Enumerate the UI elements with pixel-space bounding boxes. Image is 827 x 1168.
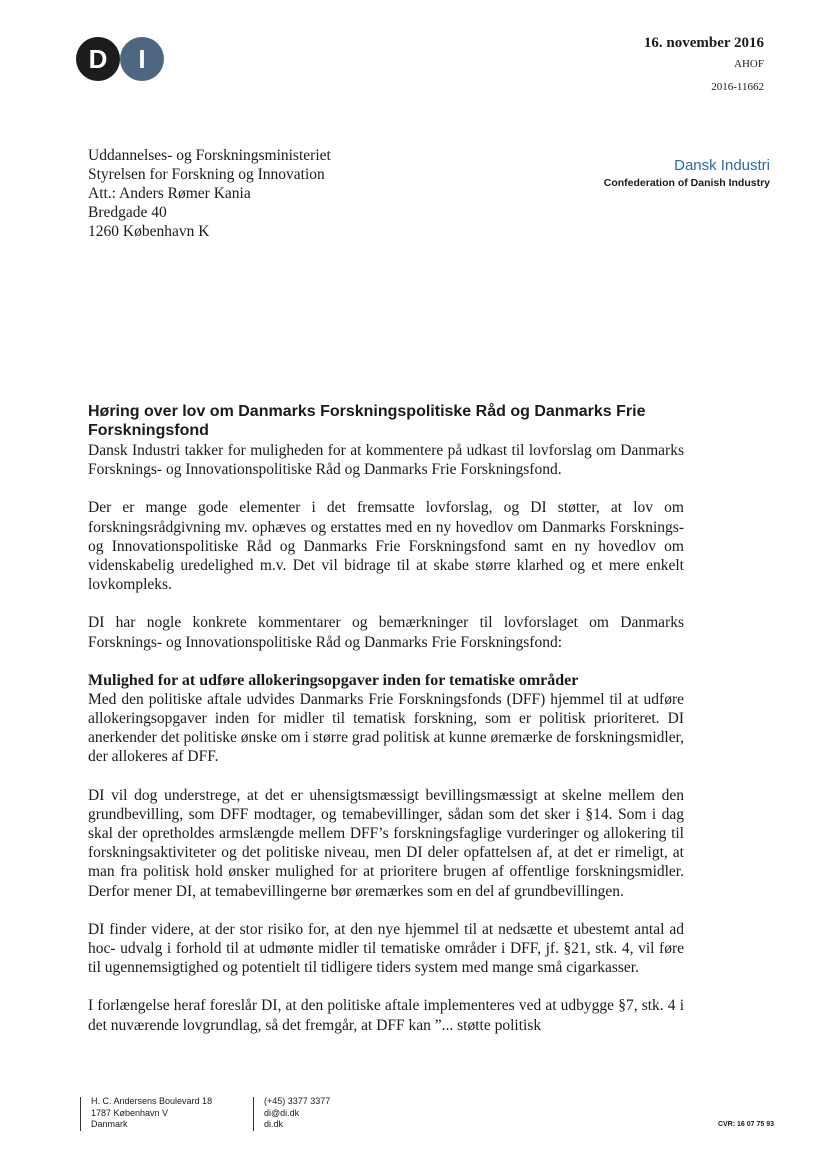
letter-title: Høring over lov om Danmarks Forskningspolitiske Råd og Danmarks Frie Forskningsfond	[88, 403, 646, 439]
body-paragraph: I forlængelse heraf foreslår DI, at den politiske aftale implementeres ved at udbygge §7, stk. 4 i det nuværende lovgrundlag, så det fremgår, at DFF kan ”... støtte politisk	[88, 997, 684, 1034]
footer-address-line: H. C. Andersens Boulevard 18	[91, 1096, 213, 1106]
recipient-line: 1260 København K	[88, 223, 210, 240]
body-paragraph: Der er mange gode elementer i det fremsatte lovforslag, og DI støtter, at lov om forskningsrådgivning mv. ophæves og erstattes med en ny hovedlov om Danmarks Forsknings- og Innovationspolitiske Råd og Danmarks Frie Forskningsfond samt en ny hovedlov om videnskabelig uredelighed m.v. Det vil bidrage til at skabe større klarhed og et mere enkelt lovkompleks.	[88, 499, 684, 594]
footer-address-line: 1787 København V	[91, 1107, 169, 1118]
footer-email: di@di.dk	[264, 1107, 300, 1118]
cvr-number: CVR: 16 07 75 93	[717, 1121, 774, 1128]
footer-address	[91, 1096, 212, 1131]
body-paragraph: DI vil dog understrege, at det er uhensigtsmæssigt bevillingsmæssigt at skelne mellem den grundbevilling, som DFF modtager, og temabevillinger, sådan som det sker i §14. Som i dag skal der opretholdes armslængde mellem DFF’s forskningsfaglige vurderinger og allokering til forskningsaktiviteter og det politiske niveau, men DI deler opfattelsen af, at det er rimeligt, at man fra politisk hold ønsker mulighed for at prioritere brugen af offentlige forskningsmidler. Derfor mener DI, at temabevillingerne bør øremærkes som en del af grundbevillingen.	[88, 786, 684, 900]
organization-name: Dansk Industri	[674, 157, 770, 174]
logo-i-circle: I	[120, 37, 164, 81]
logo-d-circle: D	[76, 37, 120, 81]
footer-address-line: Danmark	[91, 1119, 128, 1129]
section-heading: Mulighed for at udføre allokeringsopgaver inden for tematiske områder	[88, 671, 579, 689]
sender-initials: AHOF	[734, 58, 764, 70]
recipient-line: Att.: Anders Rømer Kania	[88, 185, 251, 202]
recipient-address	[88, 146, 331, 241]
di-logo	[76, 37, 166, 81]
body-paragraph: Med den politiske aftale udvides Danmarks Frie Forskningsfonds (DFF) hjemmel til at udføre allokeringsopgaver inden for midler til tematisk forskning, som er politisk prioriteret. DI anerkender det politiske ønske om i større grad politisk at kunne øremærke de forskningsmidler, der allokeres af DFF.	[88, 690, 684, 766]
footer-phone: (+45) 3377 3377	[264, 1096, 331, 1106]
letter-date: 16. november 2016	[643, 35, 764, 51]
recipient-line: Uddannelses- og Forskningsministeriet	[88, 147, 331, 164]
recipient-line: Styrelsen for Forskning og Innovation	[88, 166, 325, 183]
footer-contact	[264, 1096, 330, 1131]
body-paragraph: Dansk Industri takker for muligheden for at kommentere på udkast til lovforslag om Danmarks Forsknings- og Innovationspolitiske Råd og Danmarks Frie Forskningsfond.	[88, 442, 684, 479]
organization-subtitle: Confederation of Danish Industry	[603, 177, 770, 189]
letter-body	[88, 402, 684, 1054]
recipient-line: Bredgade 40	[88, 204, 167, 221]
case-number: 2016-11662	[711, 81, 764, 93]
body-paragraph: DI har nogle konkrete kommentarer og bemærkninger til lovforslaget om Danmarks Forsknings- og Innovationspolitiske Råd og Danmarks Frie Forskningsfond:	[88, 614, 684, 651]
footer-divider	[253, 1097, 254, 1131]
body-paragraph: DI finder videre, at der stor risiko for, at den nye hjemmel til at nedsætte et ubestemt antal ad hoc- udvalg i forhold til at udmønte midler til tematiske områder i DFF, jf. §21, stk. 4, vil føre til ugennemsigtighed og potentielt til tidligere tiders system med mange små cigarkasser.	[88, 920, 684, 977]
footer-divider	[80, 1097, 81, 1131]
footer-website: di.dk	[264, 1119, 284, 1129]
